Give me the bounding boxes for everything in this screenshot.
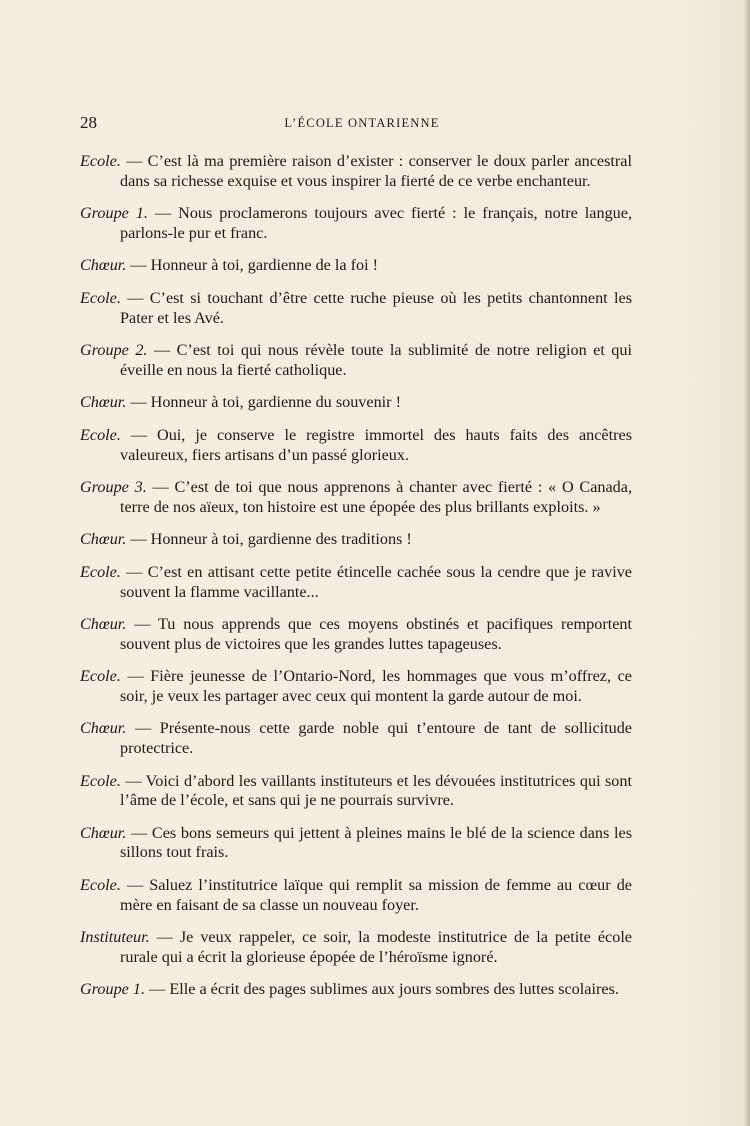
speaker-name: Chœur.	[80, 393, 127, 412]
dialogue-line: — C’est en attisant cette petite étincelle cachée sous la cendre que je ravive souvent la flamme vacillante...	[120, 562, 632, 601]
dialogue-line: — C’est si touchant d’être cette ruche pieuse où les petits chantonnent les Pater et les Avé.	[120, 288, 632, 327]
dialogue-paragraph	[80, 393, 632, 413]
dialogue-paragraph	[80, 980, 632, 1000]
dialogue-paragraph	[80, 563, 632, 602]
dialogue-paragraph	[80, 876, 632, 915]
speaker-name: Ecole.	[80, 562, 121, 581]
speaker-name: Ecole.	[80, 152, 121, 170]
dialogue-paragraph	[80, 478, 632, 517]
dialogue-paragraph	[80, 426, 632, 465]
dialogue-paragraph	[80, 615, 632, 654]
dialogue-paragraph	[80, 824, 632, 863]
dialogue-line: — Elle a écrit des pages sublimes aux jours sombres des luttes scolaires.	[145, 980, 619, 999]
dialogue-line: — Fière jeunesse de l’Ontario-Nord, les hommages que vous m’offrez, ce soir, je veux les partager avec ceux qui montent la garde autour de moi.	[120, 667, 632, 705]
dialogue-line: — Saluez l’institutrice laïque qui remplit sa mission de femme au cœur de mère en faisant de sa classe un nouveau foyer.	[120, 876, 632, 914]
dialogue-line: — Présente-nous cette garde noble qui t’entoure de tant de sollicitude protectrice.	[120, 719, 632, 758]
speaker-name: Groupe 2.	[80, 341, 148, 360]
dialogue-paragraph	[80, 289, 632, 328]
dialogue-paragraph	[80, 719, 632, 758]
speaker-name: Groupe 1.	[80, 204, 148, 223]
dialogue-line: — Ces bons semeurs qui jettent à pleines mains le blé de la science dans les sillons tout frais.	[120, 823, 632, 862]
dialogue-line: — Voici d’abord les vaillants instituteurs et les dévouées institutrices qui sont l’âme de l’école, et sans qui je ne pourrais survivre.	[120, 771, 632, 810]
speaker-name: Ecole.	[80, 667, 121, 686]
speaker-name: Groupe 3.	[80, 478, 147, 497]
dialogue-line: — C’est là ma première raison d’exister : conserver le doux parler ancestral dans sa richesse exquise et vous inspirer la fierté de ce verbe enchanteur.	[120, 152, 632, 190]
dialogue-paragraph	[80, 152, 632, 191]
running-title: L’ÉCOLE ONTARIENNE	[284, 116, 440, 130]
speaker-name: Chœur.	[80, 256, 127, 275]
speaker-name: Chœur.	[80, 615, 127, 634]
dialogue-paragraph	[80, 667, 632, 706]
dialogue-line: — Tu nous apprends que ces moyens obstinés et pacifiques remportent souvent plus de victoires que les grandes luttes tapageuses.	[120, 615, 632, 653]
speaker-name: Ecole.	[80, 288, 121, 307]
dialogue-line: — Nous proclamerons toujours avec fierté : le français, notre langue, parlons-le pur et franc.	[120, 204, 632, 242]
speaker-name: Chœur.	[80, 530, 127, 549]
dialogue-paragraph	[80, 530, 632, 550]
dialogue-line: — C’est de toi que nous apprenons à chanter avec fierté : « O Canada, terre de nos aïeux, ton histoire est une épopée des plus brillants exploits. »	[120, 478, 632, 516]
speaker-name: Ecole.	[80, 771, 121, 790]
dialogue-line: — Honneur à toi, gardienne des traditions !	[126, 530, 412, 549]
dialogue-paragraph	[80, 204, 632, 243]
speaker-name: Ecole.	[80, 425, 121, 444]
speaker-name: Chœur.	[80, 823, 127, 842]
dialogue-line: — C’est toi qui nous révèle toute la sublimité de notre religion et qui éveille en nous la fierté catholique.	[120, 341, 632, 379]
dialogue-paragraph	[80, 772, 632, 811]
page-edge-shadow	[744, 0, 750, 1126]
dialogue-paragraph	[80, 256, 632, 276]
dialogue-text	[80, 152, 632, 1013]
dialogue-line: — Honneur à toi, gardienne du souvenir !	[126, 393, 402, 412]
dialogue-paragraph	[80, 928, 632, 967]
page-number: 28	[80, 113, 97, 132]
page-header	[80, 113, 632, 137]
speaker-name: Instituteur.	[80, 928, 150, 947]
speaker-name: Chœur.	[80, 719, 127, 738]
dialogue-line: — Oui, je conserve le registre immortel des hauts faits des ancêtres valeureux, fiers artisans d’un passé glorieux.	[120, 425, 632, 464]
speaker-name: Groupe 1.	[80, 980, 146, 999]
dialogue-line: — Honneur à toi, gardienne de la foi !	[126, 256, 379, 275]
dialogue-paragraph	[80, 341, 632, 380]
dialogue-line: — Je veux rappeler, ce soir, la modeste institutrice de la petite école rurale qui a écrit la glorieuse épopée de l’héroïsme ignoré.	[120, 928, 632, 966]
speaker-name: Ecole.	[80, 876, 121, 895]
